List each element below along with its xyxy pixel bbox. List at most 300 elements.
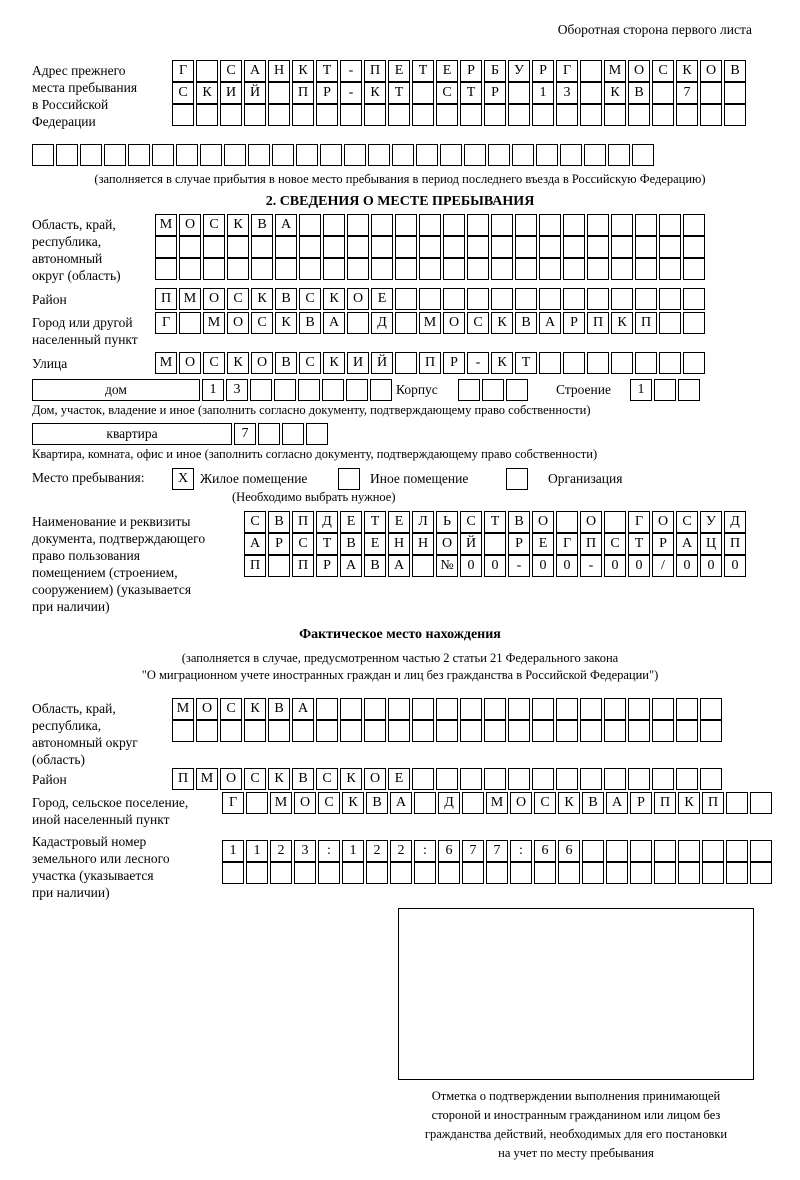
char-cell[interactable]: [678, 379, 700, 401]
char-cell[interactable]: [580, 104, 602, 126]
char-cell[interactable]: [654, 840, 676, 862]
char-cell[interactable]: [676, 698, 698, 720]
char-cell[interactable]: Р: [316, 555, 338, 577]
char-cell[interactable]: [316, 698, 338, 720]
char-cell[interactable]: [179, 236, 201, 258]
char-cell[interactable]: [299, 236, 321, 258]
char-cell[interactable]: 6: [438, 840, 460, 862]
char-cell[interactable]: 1: [202, 379, 224, 401]
char-cell[interactable]: Е: [388, 768, 410, 790]
char-cell[interactable]: [488, 144, 510, 166]
char-cell[interactable]: М: [419, 312, 441, 334]
char-cell[interactable]: [224, 144, 246, 166]
char-cell[interactable]: :: [318, 840, 340, 862]
char-cell[interactable]: [179, 258, 201, 280]
char-cell[interactable]: В: [268, 698, 290, 720]
char-cell[interactable]: М: [196, 768, 218, 790]
char-cell[interactable]: А: [244, 60, 266, 82]
char-cell[interactable]: [414, 792, 436, 814]
char-cell[interactable]: [388, 698, 410, 720]
place-type-option1-checkbox[interactable]: Х: [172, 468, 194, 490]
char-cell[interactable]: [392, 144, 414, 166]
char-cell[interactable]: [364, 104, 386, 126]
char-cell[interactable]: 0: [484, 555, 506, 577]
char-cell[interactable]: [508, 104, 530, 126]
char-cell[interactable]: [395, 352, 417, 374]
char-cell[interactable]: В: [292, 768, 314, 790]
char-cell[interactable]: [436, 104, 458, 126]
char-cell[interactable]: [726, 840, 748, 862]
char-cell[interactable]: В: [366, 792, 388, 814]
char-cell[interactable]: [440, 144, 462, 166]
char-cell[interactable]: [416, 144, 438, 166]
char-cell[interactable]: [342, 862, 364, 884]
char-cell[interactable]: О: [294, 792, 316, 814]
char-cell[interactable]: В: [724, 60, 746, 82]
char-cell[interactable]: [654, 379, 676, 401]
char-cell[interactable]: [678, 862, 700, 884]
flat-boxes[interactable]: [234, 423, 330, 445]
char-cell[interactable]: [635, 236, 657, 258]
char-cell[interactable]: [510, 862, 532, 884]
char-cell[interactable]: [246, 862, 268, 884]
char-cell[interactable]: С: [244, 768, 266, 790]
char-cell[interactable]: С: [467, 312, 489, 334]
char-cell[interactable]: К: [558, 792, 580, 814]
char-cell[interactable]: [176, 144, 198, 166]
char-cell[interactable]: [556, 104, 578, 126]
char-cell[interactable]: [652, 698, 674, 720]
char-cell[interactable]: [628, 698, 650, 720]
char-cell[interactable]: [248, 144, 270, 166]
char-cell[interactable]: 3: [294, 840, 316, 862]
char-cell[interactable]: Д: [438, 792, 460, 814]
char-cell[interactable]: Г: [556, 60, 578, 82]
char-cell[interactable]: [268, 104, 290, 126]
char-cell[interactable]: [196, 720, 218, 742]
char-cell[interactable]: 6: [534, 840, 556, 862]
char-cell[interactable]: С: [652, 60, 674, 82]
char-cell[interactable]: [580, 698, 602, 720]
char-cell[interactable]: В: [275, 352, 297, 374]
char-cell[interactable]: [659, 312, 681, 334]
char-cell[interactable]: В: [299, 312, 321, 334]
char-cell[interactable]: П: [580, 533, 602, 555]
char-cell[interactable]: Е: [364, 533, 386, 555]
char-cell[interactable]: [484, 698, 506, 720]
char-cell[interactable]: [587, 288, 609, 310]
char-cell[interactable]: К: [604, 82, 626, 104]
char-cell[interactable]: К: [196, 82, 218, 104]
char-cell[interactable]: [700, 104, 722, 126]
char-cell[interactable]: [486, 862, 508, 884]
char-cell[interactable]: К: [244, 698, 266, 720]
char-cell[interactable]: [491, 236, 513, 258]
char-cell[interactable]: Т: [412, 60, 434, 82]
char-cell[interactable]: Б: [484, 60, 506, 82]
char-cell[interactable]: В: [508, 511, 530, 533]
char-cell[interactable]: С: [299, 288, 321, 310]
char-cell[interactable]: П: [172, 768, 194, 790]
char-cell[interactable]: [506, 379, 528, 401]
char-cell[interactable]: Е: [371, 288, 393, 310]
char-cell[interactable]: Р: [630, 792, 652, 814]
char-cell[interactable]: [203, 258, 225, 280]
char-cell[interactable]: [443, 214, 465, 236]
char-cell[interactable]: :: [510, 840, 532, 862]
char-cell[interactable]: [724, 82, 746, 104]
char-cell[interactable]: О: [347, 288, 369, 310]
char-cell[interactable]: [628, 104, 650, 126]
char-cell[interactable]: А: [388, 555, 410, 577]
char-cell[interactable]: [56, 144, 78, 166]
char-cell[interactable]: [484, 104, 506, 126]
char-cell[interactable]: [563, 352, 585, 374]
char-cell[interactable]: А: [676, 533, 698, 555]
char-cell[interactable]: [683, 236, 705, 258]
char-cell[interactable]: [244, 720, 266, 742]
char-cell[interactable]: С: [172, 82, 194, 104]
char-cell[interactable]: О: [196, 698, 218, 720]
char-cell[interactable]: -: [340, 82, 362, 104]
char-cell[interactable]: [702, 840, 724, 862]
char-cell[interactable]: О: [179, 352, 201, 374]
char-cell[interactable]: [436, 720, 458, 742]
char-cell[interactable]: 0: [556, 555, 578, 577]
char-cell[interactable]: Й: [371, 352, 393, 374]
char-cell[interactable]: П: [292, 555, 314, 577]
char-cell[interactable]: Р: [443, 352, 465, 374]
char-cell[interactable]: [412, 720, 434, 742]
char-cell[interactable]: [296, 144, 318, 166]
char-cell[interactable]: [539, 352, 561, 374]
char-cell[interactable]: Т: [460, 82, 482, 104]
char-cell[interactable]: [582, 840, 604, 862]
char-cell[interactable]: С: [292, 533, 314, 555]
char-cell[interactable]: Н: [388, 533, 410, 555]
korpus-boxes[interactable]: [458, 379, 530, 401]
char-cell[interactable]: Т: [364, 511, 386, 533]
char-cell[interactable]: С: [676, 511, 698, 533]
char-cell[interactable]: С: [318, 792, 340, 814]
char-cell[interactable]: О: [203, 288, 225, 310]
char-cell[interactable]: [462, 862, 484, 884]
char-cell[interactable]: В: [340, 533, 362, 555]
char-cell[interactable]: К: [275, 312, 297, 334]
char-cell[interactable]: [580, 60, 602, 82]
char-cell[interactable]: М: [172, 698, 194, 720]
char-cell[interactable]: [347, 258, 369, 280]
char-cell[interactable]: К: [323, 288, 345, 310]
char-cell[interactable]: [282, 423, 304, 445]
char-cell[interactable]: [580, 82, 602, 104]
char-cell[interactable]: К: [364, 82, 386, 104]
char-cell[interactable]: П: [654, 792, 676, 814]
char-cell[interactable]: [460, 698, 482, 720]
char-cell[interactable]: С: [244, 511, 266, 533]
char-cell[interactable]: [364, 720, 386, 742]
char-cell[interactable]: [268, 720, 290, 742]
char-cell[interactable]: [299, 214, 321, 236]
char-cell[interactable]: О: [220, 768, 242, 790]
char-cell[interactable]: [292, 104, 314, 126]
char-cell[interactable]: 1: [630, 379, 652, 401]
char-cell[interactable]: Й: [460, 533, 482, 555]
char-cell[interactable]: [482, 379, 504, 401]
char-cell[interactable]: [536, 144, 558, 166]
char-cell[interactable]: [412, 104, 434, 126]
char-cell[interactable]: [558, 862, 580, 884]
char-cell[interactable]: Р: [563, 312, 585, 334]
char-cell[interactable]: [702, 862, 724, 884]
char-cell[interactable]: [258, 423, 280, 445]
char-cell[interactable]: 0: [532, 555, 554, 577]
char-cell[interactable]: [275, 236, 297, 258]
char-cell[interactable]: [587, 236, 609, 258]
char-cell[interactable]: [560, 144, 582, 166]
char-cell[interactable]: К: [342, 792, 364, 814]
char-cell[interactable]: [563, 288, 585, 310]
char-cell[interactable]: [251, 236, 273, 258]
char-cell[interactable]: [340, 698, 362, 720]
char-cell[interactable]: К: [292, 60, 314, 82]
char-cell[interactable]: [292, 720, 314, 742]
char-cell[interactable]: К: [491, 352, 513, 374]
char-cell[interactable]: [196, 60, 218, 82]
char-cell[interactable]: [443, 236, 465, 258]
char-cell[interactable]: [155, 258, 177, 280]
char-cell[interactable]: [580, 720, 602, 742]
char-cell[interactable]: 3: [226, 379, 248, 401]
region-boxes[interactable]: [155, 214, 707, 280]
char-cell[interactable]: В: [268, 511, 290, 533]
char-cell[interactable]: [395, 214, 417, 236]
char-cell[interactable]: [388, 104, 410, 126]
char-cell[interactable]: [654, 862, 676, 884]
char-cell[interactable]: [630, 862, 652, 884]
char-cell[interactable]: П: [292, 511, 314, 533]
char-cell[interactable]: [630, 840, 652, 862]
char-cell[interactable]: [659, 258, 681, 280]
char-cell[interactable]: О: [251, 352, 273, 374]
char-cell[interactable]: [80, 144, 102, 166]
char-cell[interactable]: [270, 862, 292, 884]
char-cell[interactable]: [563, 258, 585, 280]
char-cell[interactable]: [539, 258, 561, 280]
char-cell[interactable]: [676, 768, 698, 790]
char-cell[interactable]: [412, 698, 434, 720]
char-cell[interactable]: [652, 720, 674, 742]
char-cell[interactable]: [395, 236, 417, 258]
char-cell[interactable]: [179, 312, 201, 334]
char-cell[interactable]: 0: [676, 555, 698, 577]
char-cell[interactable]: [414, 862, 436, 884]
char-cell[interactable]: [635, 352, 657, 374]
char-cell[interactable]: 0: [460, 555, 482, 577]
char-cell[interactable]: Н: [268, 60, 290, 82]
char-cell[interactable]: [508, 720, 530, 742]
char-cell[interactable]: [632, 144, 654, 166]
char-cell[interactable]: [635, 288, 657, 310]
char-cell[interactable]: [222, 862, 244, 884]
char-cell[interactable]: [539, 288, 561, 310]
char-cell[interactable]: Р: [316, 82, 338, 104]
char-cell[interactable]: [419, 236, 441, 258]
char-cell[interactable]: [683, 288, 705, 310]
char-cell[interactable]: 2: [270, 840, 292, 862]
char-cell[interactable]: [611, 288, 633, 310]
char-cell[interactable]: [580, 768, 602, 790]
actual-region-boxes[interactable]: [172, 698, 724, 742]
char-cell[interactable]: С: [251, 312, 273, 334]
char-cell[interactable]: [395, 288, 417, 310]
char-cell[interactable]: [347, 236, 369, 258]
char-cell[interactable]: А: [244, 533, 266, 555]
char-cell[interactable]: [508, 82, 530, 104]
house-boxes[interactable]: [202, 379, 394, 401]
char-cell[interactable]: [294, 862, 316, 884]
char-cell[interactable]: С: [220, 698, 242, 720]
char-cell[interactable]: [604, 720, 626, 742]
char-cell[interactable]: Е: [340, 511, 362, 533]
char-cell[interactable]: 1: [342, 840, 364, 862]
char-cell[interactable]: Е: [532, 533, 554, 555]
char-cell[interactable]: Р: [268, 533, 290, 555]
char-cell[interactable]: [390, 862, 412, 884]
char-cell[interactable]: Р: [460, 60, 482, 82]
char-cell[interactable]: О: [532, 511, 554, 533]
char-cell[interactable]: [676, 720, 698, 742]
char-cell[interactable]: [584, 144, 606, 166]
char-cell[interactable]: О: [652, 511, 674, 533]
cadastral-boxes[interactable]: [222, 840, 774, 884]
char-cell[interactable]: 0: [724, 555, 746, 577]
char-cell[interactable]: Д: [316, 511, 338, 533]
char-cell[interactable]: [412, 82, 434, 104]
char-cell[interactable]: А: [323, 312, 345, 334]
char-cell[interactable]: [467, 214, 489, 236]
char-cell[interactable]: П: [724, 533, 746, 555]
char-cell[interactable]: [251, 258, 273, 280]
char-cell[interactable]: [460, 104, 482, 126]
char-cell[interactable]: П: [364, 60, 386, 82]
char-cell[interactable]: С: [604, 533, 626, 555]
char-cell[interactable]: [652, 82, 674, 104]
char-cell[interactable]: Е: [436, 60, 458, 82]
char-cell[interactable]: [604, 511, 626, 533]
char-cell[interactable]: [556, 698, 578, 720]
char-cell[interactable]: М: [155, 352, 177, 374]
char-cell[interactable]: [323, 214, 345, 236]
char-cell[interactable]: [395, 312, 417, 334]
district-boxes[interactable]: [155, 288, 707, 310]
char-cell[interactable]: [726, 792, 748, 814]
char-cell[interactable]: [152, 144, 174, 166]
char-cell[interactable]: [272, 144, 294, 166]
char-cell[interactable]: Т: [316, 533, 338, 555]
char-cell[interactable]: П: [419, 352, 441, 374]
char-cell[interactable]: [196, 104, 218, 126]
char-cell[interactable]: [604, 768, 626, 790]
prev-address-boxes-row4[interactable]: [32, 144, 656, 166]
char-cell[interactable]: [458, 379, 480, 401]
char-cell[interactable]: [467, 236, 489, 258]
char-cell[interactable]: О: [510, 792, 532, 814]
char-cell[interactable]: Й: [244, 82, 266, 104]
char-cell[interactable]: [508, 768, 530, 790]
actual-city-boxes[interactable]: [222, 792, 774, 814]
char-cell[interactable]: [700, 698, 722, 720]
char-cell[interactable]: А: [292, 698, 314, 720]
char-cell[interactable]: [652, 768, 674, 790]
char-cell[interactable]: [371, 258, 393, 280]
char-cell[interactable]: [104, 144, 126, 166]
char-cell[interactable]: М: [270, 792, 292, 814]
char-cell[interactable]: /: [652, 555, 674, 577]
char-cell[interactable]: [275, 258, 297, 280]
char-cell[interactable]: О: [700, 60, 722, 82]
char-cell[interactable]: [659, 352, 681, 374]
prev-address-boxes[interactable]: [172, 60, 748, 126]
char-cell[interactable]: К: [227, 352, 249, 374]
char-cell[interactable]: [320, 144, 342, 166]
char-cell[interactable]: [155, 236, 177, 258]
char-cell[interactable]: [412, 555, 434, 577]
char-cell[interactable]: [556, 720, 578, 742]
char-cell[interactable]: А: [606, 792, 628, 814]
char-cell[interactable]: О: [628, 60, 650, 82]
char-cell[interactable]: -: [508, 555, 530, 577]
char-cell[interactable]: [484, 720, 506, 742]
char-cell[interactable]: К: [251, 288, 273, 310]
char-cell[interactable]: [676, 104, 698, 126]
char-cell[interactable]: [515, 214, 537, 236]
stroenie-boxes[interactable]: [630, 379, 702, 401]
char-cell[interactable]: [462, 792, 484, 814]
char-cell[interactable]: [700, 720, 722, 742]
char-cell[interactable]: [436, 698, 458, 720]
char-cell[interactable]: [515, 236, 537, 258]
char-cell[interactable]: И: [220, 82, 242, 104]
char-cell[interactable]: [539, 236, 561, 258]
char-cell[interactable]: [323, 258, 345, 280]
char-cell[interactable]: К: [268, 768, 290, 790]
char-cell[interactable]: [539, 214, 561, 236]
char-cell[interactable]: Г: [222, 792, 244, 814]
char-cell[interactable]: [443, 288, 465, 310]
char-cell[interactable]: О: [443, 312, 465, 334]
char-cell[interactable]: [346, 379, 368, 401]
char-cell[interactable]: 0: [604, 555, 626, 577]
char-cell[interactable]: [683, 352, 705, 374]
char-cell[interactable]: М: [604, 60, 626, 82]
char-cell[interactable]: [635, 258, 657, 280]
char-cell[interactable]: [460, 720, 482, 742]
char-cell[interactable]: Н: [412, 533, 434, 555]
char-cell[interactable]: [611, 214, 633, 236]
char-cell[interactable]: [246, 792, 268, 814]
char-cell[interactable]: [347, 214, 369, 236]
place-type-option2-checkbox[interactable]: [338, 468, 360, 490]
char-cell[interactable]: [395, 258, 417, 280]
char-cell[interactable]: К: [611, 312, 633, 334]
char-cell[interactable]: [467, 288, 489, 310]
char-cell[interactable]: О: [436, 533, 458, 555]
char-cell[interactable]: -: [467, 352, 489, 374]
char-cell[interactable]: [628, 768, 650, 790]
char-cell[interactable]: М: [179, 288, 201, 310]
char-cell[interactable]: М: [155, 214, 177, 236]
